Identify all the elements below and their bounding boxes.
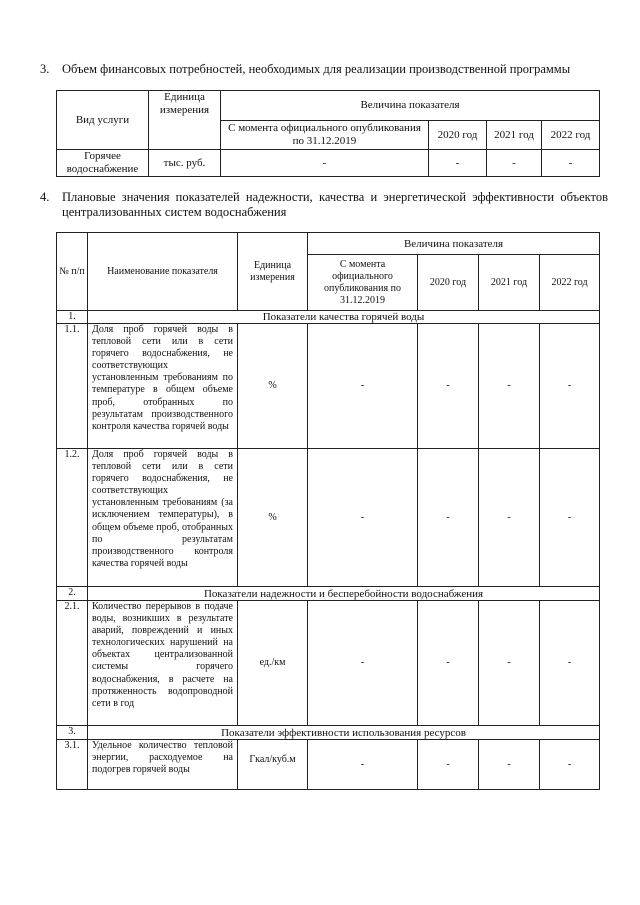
cell-unit: тыс. руб. [149,150,221,177]
row-2020: - [418,324,479,449]
row-2022: - [540,740,600,790]
row-num: 3.1. [57,740,88,790]
cell-since: - [221,150,429,177]
indicators-table [56,232,600,790]
header-2022: 2022 год [542,121,600,150]
header-service: Вид услуги [57,91,149,150]
group-num: 2. [57,587,88,601]
group-num: 1. [57,311,88,324]
header-unit: Единица измерения [149,91,221,150]
row-since: - [308,740,418,790]
group-title: Показатели надежности и бесперебойности водоснабжения [88,587,600,601]
financial-needs-table [56,90,600,177]
row-num: 2.1. [57,601,88,726]
row-unit: % [238,449,308,587]
cell-2021: - [487,150,542,177]
row-since: - [308,449,418,587]
table-row [57,601,600,726]
section-4-number: 4. [40,190,50,204]
row-2020: - [418,449,479,587]
header-value: Величина показателя [308,233,600,255]
table-row [57,324,600,449]
row-name: Доля проб горячей воды в тепловой сети или в сети горячего водоснабжения, не соответствующих установленным требованиям (за исключением температуры), в общем объеме проб, отобранных по результатам производственного контроля качества горячей воды [88,449,238,587]
header-2020: 2020 год [429,121,487,150]
row-name: Количество перерывов в подаче воды, возникших в результате аварий, повреждений и иных технологических нарушений на объектах централизованной системы горячего водоснабжения, в расчете на протяженность водопроводной сети в год [88,601,238,726]
header-value: Величина показателя [221,91,600,121]
row-num: 1.1. [57,324,88,449]
cell-service: Горячее водоснабжение [57,150,149,177]
row-unit: ед./км [238,601,308,726]
header-unit: Единица измерения [238,233,308,311]
table-row [57,740,600,790]
group-num: 3. [57,726,88,740]
row-unit: % [238,324,308,449]
row-2020: - [418,601,479,726]
header-since: С момента официального опубликования по 31.12.2019 [221,121,429,150]
row-2022: - [540,324,600,449]
group-title: Показатели качества горячей воды [88,311,600,324]
row-2020: - [418,740,479,790]
row-2022: - [540,601,600,726]
row-2021: - [479,324,540,449]
row-num: 1.2. [57,449,88,587]
header-2021: 2021 год [479,255,540,311]
header-2022: 2022 год [540,255,600,311]
header-since: С момента официального опубликования по 31.12.2019 [308,255,418,311]
group-row [57,311,600,324]
row-since: - [308,601,418,726]
group-row [57,587,600,601]
table-row [57,449,600,587]
section-4-title: Плановые значения показателей надежности, качества и энергетической эффективности объектов централизованных систем водоснабжения [62,190,608,219]
row-2021: - [479,740,540,790]
row-name: Удельное количество тепловой энергии, расходуемое на подогрев горячей воды [88,740,238,790]
cell-2022: - [542,150,600,177]
header-2020: 2020 год [418,255,479,311]
header-name: Наименование показателя [88,233,238,311]
row-unit: Гкал/куб.м [238,740,308,790]
section-3-title: Объем финансовых потребностей, необходимых для реализации производственной программы [62,62,571,76]
row-since: - [308,324,418,449]
header-num: № п/п [57,233,88,311]
row-2022: - [540,449,600,587]
group-title: Показатели эффективности использования ресурсов [88,726,600,740]
header-2021: 2021 год [487,121,542,150]
section-3-number: 3. [40,62,50,76]
row-name: Доля проб горячей воды в тепловой сети или в сети горячего водоснабжения, не соответствующих установленным требованиям по температуре в общем объеме проб, отобранных по результатам производственного контроля качества горячей воды [88,324,238,449]
cell-2020: - [429,150,487,177]
group-row [57,726,600,740]
row-2021: - [479,449,540,587]
row-2021: - [479,601,540,726]
table-row [57,150,600,177]
